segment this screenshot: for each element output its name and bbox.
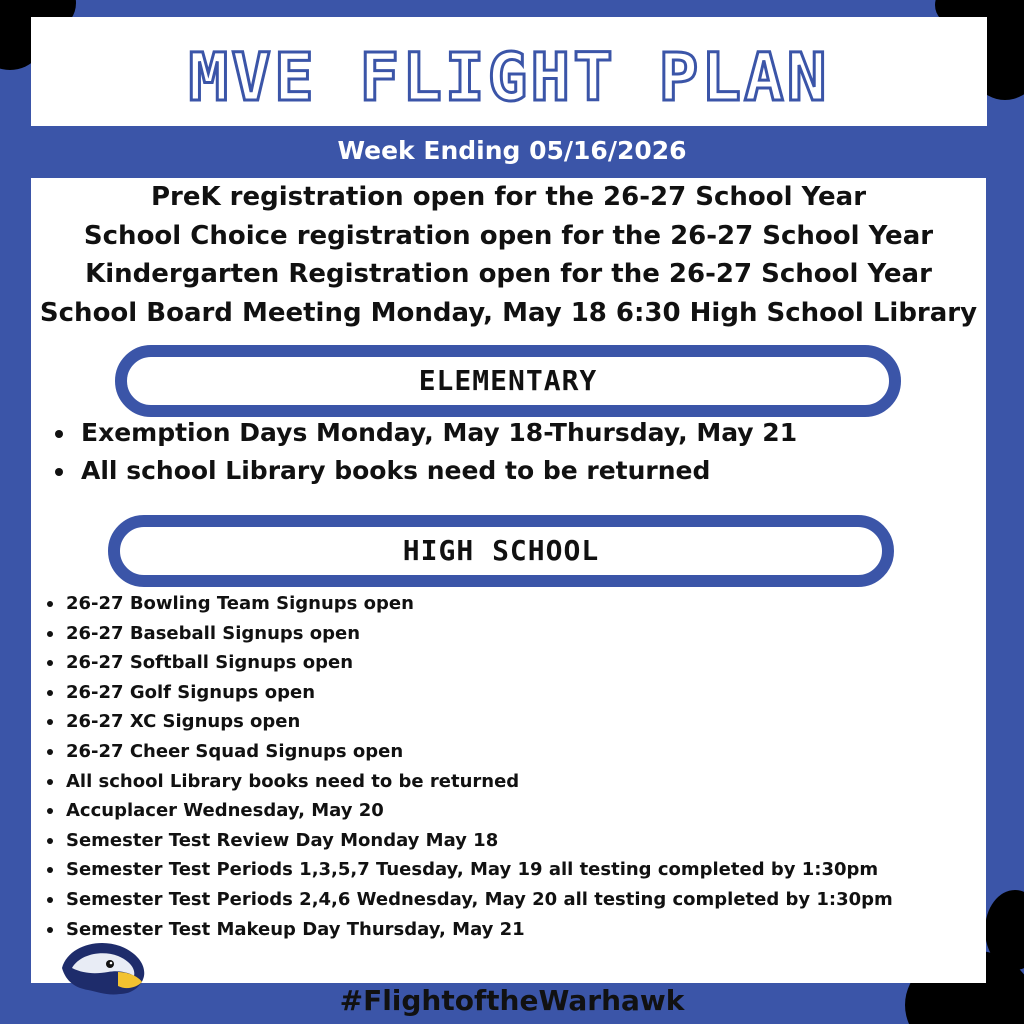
- title-banner: [31, 17, 987, 126]
- high-school-heading-label: HIGH SCHOOL: [402, 534, 600, 567]
- list-item: 26-27 Baseball Signups open: [31, 619, 893, 649]
- elementary-list: [31, 414, 797, 490]
- content-panel: [31, 178, 986, 983]
- page-title: MVE FLIGHT PLAN: [188, 39, 830, 116]
- announcement-line: School Board Meeting Monday, May 18 6:30 High School Library: [39, 297, 978, 328]
- list-item: All school Library books need to be returned: [31, 452, 797, 490]
- announcement-line: PreK registration open for the 26-27 School Year: [150, 182, 867, 212]
- announcement-line: Kindergarten Registration open for the 26-27 School Year: [85, 259, 932, 289]
- high-school-list: [31, 589, 893, 944]
- list-item: 26-27 XC Signups open: [31, 707, 893, 737]
- list-item: All school Library books need to be returned: [31, 767, 893, 797]
- list-item: Semester Test Periods 1,3,5,7 Tuesday, May 19 all testing completed by 1:30pm: [31, 855, 893, 885]
- week-ending: Week Ending 05/16/2026: [337, 136, 687, 165]
- list-item: 26-27 Cheer Squad Signups open: [31, 737, 893, 767]
- list-item: 26-27 Softball Signups open: [31, 648, 893, 678]
- list-item: 26-27 Bowling Team Signups open: [31, 589, 893, 619]
- list-item: Semester Test Review Day Monday May 18: [31, 826, 893, 856]
- high-school-heading: [108, 515, 894, 587]
- list-item: Accuplacer Wednesday, May 20: [31, 796, 893, 826]
- list-item: Semester Test Makeup Day Thursday, May 21: [31, 915, 893, 945]
- list-item: 26-27 Golf Signups open: [31, 678, 893, 708]
- elementary-heading-label: ELEMENTARY: [418, 364, 598, 397]
- announcement-line: School Choice registration open for the 26-27 School Year: [83, 220, 934, 251]
- list-item: Semester Test Periods 2,4,6 Wednesday, May 20 all testing completed by 1:30pm: [31, 885, 893, 915]
- hashtag-footer: #FlightoftheWarhawk: [339, 984, 685, 1017]
- list-item: Exemption Days Monday, May 18-Thursday, May 21: [31, 414, 797, 452]
- elementary-heading: [115, 345, 901, 417]
- announcements: [31, 178, 986, 332]
